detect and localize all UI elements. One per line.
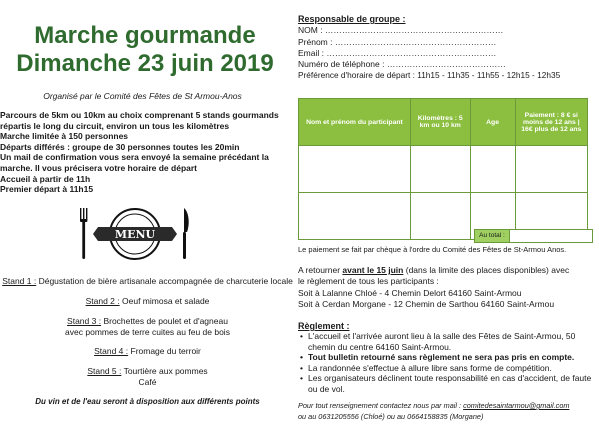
stand-label: Stand 2 : bbox=[85, 296, 120, 306]
total-label: Au total : bbox=[474, 229, 510, 243]
stand-label: Stand 1 : bbox=[2, 276, 37, 286]
event-title-line2: Dimanche 23 juin 2019 bbox=[16, 50, 274, 77]
contact-phones: ou au 0631205556 (Chloé) ou au 0664158835 (Morgane) bbox=[298, 412, 484, 422]
table-cell[interactable] bbox=[299, 193, 411, 240]
reglement-item: • Tout bulletin retourné sans règlement ne sera pas pris en compte. bbox=[308, 352, 596, 363]
menu-logo bbox=[76, 206, 194, 262]
reglement-item: • Les organisateurs déclinent toute responsabilité en cas d'accident, de faute ou de vol. bbox=[308, 373, 596, 394]
contact-email-link[interactable]: comitedesaintarmou@gmail.com bbox=[463, 401, 570, 410]
info-block bbox=[0, 110, 290, 195]
stand-text: Oeuf mimosa et salade bbox=[122, 296, 210, 306]
table-cell[interactable] bbox=[410, 146, 470, 193]
info-line: répartis le long du circuit, environ un tous les kilomètres bbox=[0, 120, 230, 131]
stand-5 bbox=[0, 366, 295, 387]
stand-3 bbox=[0, 316, 295, 337]
info-line: Accueil à partir de 11h bbox=[0, 173, 91, 184]
reglement-item: • La randonnée s'effectue à allure libre sans forme de compétition. bbox=[308, 363, 596, 374]
table-cell[interactable] bbox=[470, 146, 515, 193]
reglement-item: • L'accueil et l'arrivée auront lieu à la salle des Fêtes de Saint-Armou, 50 chemin du centre 64160 Saint-Armou. bbox=[308, 331, 596, 352]
stand-label: Stand 4 : bbox=[94, 346, 129, 356]
return-line: le règlement de tous les participants : bbox=[298, 276, 439, 287]
participants-table bbox=[298, 98, 588, 240]
col-paiement-header: Paiement : 8 € si moins de 12 ans | 16€ plus de 12 ans bbox=[515, 99, 587, 146]
stand-text: Tourtière aux pommes bbox=[123, 366, 208, 376]
reglement-header: Règlement : bbox=[298, 321, 350, 331]
info-line: Marche limitée à 150 personnes bbox=[0, 131, 129, 142]
col-km-header: Kilomètres : 5 km ou 10 km bbox=[410, 99, 470, 146]
return-address-1: Soit à Lalanne Chloé - 4 Chemin Delort 64160 Saint-Armou bbox=[298, 287, 522, 298]
stand-text: Brochettes de poulet et d'agneau bbox=[103, 316, 228, 326]
stand-label: Stand 3 : bbox=[67, 316, 102, 326]
stand-extra: avec pommes de terre cuites au feu de bois bbox=[65, 326, 230, 337]
info-line: Un mail de confirmation vous sera envoyé la semaine précédant la bbox=[0, 152, 269, 163]
responsable-header: Responsable de groupe : bbox=[298, 14, 406, 24]
nom-field[interactable]: NOM : ……………………………………………………… bbox=[298, 25, 504, 36]
stand-4 bbox=[0, 346, 295, 357]
info-line: marche. Il vous précisera votre horaire de départ bbox=[0, 162, 197, 173]
contact-prefix: Pour tout renseignement contactez nous par mail : bbox=[298, 401, 464, 410]
stand-text: Fromage du terroir bbox=[130, 346, 201, 356]
stand-1 bbox=[0, 276, 295, 287]
reglement-section bbox=[298, 321, 596, 395]
menu-banner-text: MENU bbox=[114, 228, 156, 241]
return-suffix: (dans la limite des places disponibles) avec bbox=[403, 265, 570, 275]
col-age-header: Age bbox=[470, 99, 515, 146]
event-title-line1: Marche gourmande bbox=[34, 22, 256, 49]
contact-section bbox=[298, 400, 596, 423]
return-deadline: avant le 15 juin bbox=[342, 265, 404, 275]
stand-text: Dégustation de bière artisanale accompagnée de charcuterie locale bbox=[38, 276, 293, 286]
prenom-field[interactable]: Prénom : ………………………………………………… bbox=[298, 36, 497, 47]
organizer-text: Organisé par le Comité des Fêtes de St Armou-Anos bbox=[43, 91, 242, 101]
table-cell[interactable] bbox=[515, 146, 587, 193]
horaire-preference[interactable]: Préférence d'horaire de départ : 11h15 - 11h35 - 11h55 - 12h15 - 12h35 bbox=[298, 70, 561, 81]
return-section bbox=[298, 265, 596, 310]
payment-note: Le paiement se fait par chèque à l'ordre du Comité des Fêtes de St-Armou Anos. bbox=[298, 245, 567, 254]
info-line: Premier départ à 11h15 bbox=[0, 184, 94, 195]
responsable-section bbox=[298, 14, 596, 82]
info-line: Parcours de 5km ou 10km au choix comprenant 5 stands gourmands bbox=[0, 110, 279, 120]
table-cell[interactable] bbox=[299, 146, 411, 193]
col-nom-header: Nom et prénom du participant bbox=[299, 99, 411, 146]
stand-2 bbox=[0, 296, 295, 307]
email-field[interactable]: Email : …………………………………………………… bbox=[298, 47, 497, 58]
info-line: Départs différés : groupe de 30 personnes toutes les 20min bbox=[0, 141, 240, 152]
return-address-2: Soit à Cerdan Morgane - 12 Chemin de Sarthou 64160 Saint-Armou bbox=[298, 298, 555, 309]
table-cell[interactable] bbox=[410, 193, 470, 240]
telephone-field[interactable]: Numéro de téléphone : …………………………………… bbox=[298, 59, 506, 70]
return-prefix: A retourner bbox=[298, 265, 343, 275]
knife-icon bbox=[183, 208, 189, 259]
menu-logo-graphic bbox=[76, 206, 194, 262]
total-field[interactable] bbox=[509, 229, 593, 243]
fork-icon bbox=[80, 208, 87, 259]
stand-label: Stand 5 : bbox=[87, 366, 122, 376]
stand-extra: Café bbox=[138, 376, 157, 387]
drinks-note: Du vin et de l'eau seront à disposition aux différents points bbox=[35, 397, 260, 406]
